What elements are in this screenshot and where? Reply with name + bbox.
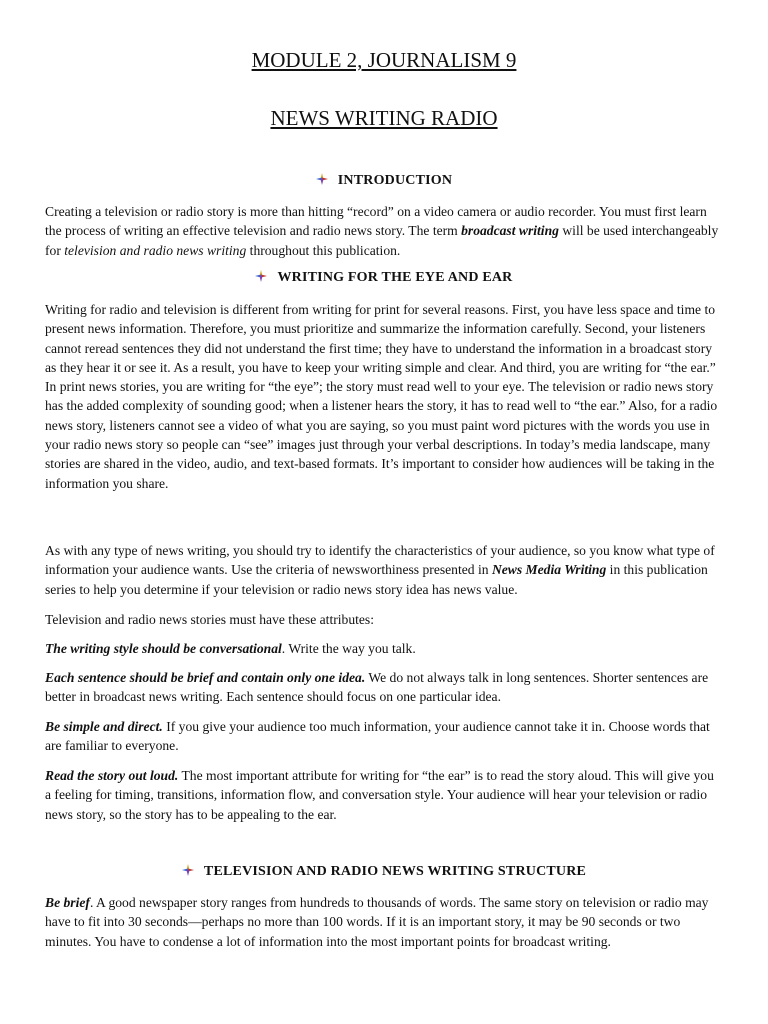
attribute-read-aloud: Read the story out loud. The most important attribute for writing for “the ear” is to read the story aloud. This will give you a feeling for timing, transitions, information flow, and conversation style. Your audience will hear your television or radio news story, so the story has to be appealing to the ear. (45, 768, 714, 822)
eye-ear-paragraph-1: Writing for radio and television is different from writing for print for several reasons. First, you have less space and time to present news information. Therefore, you must prioritize and summarize the information carefully. Second, your listeners cannot reread sentences they did not understand the first time; they have to understand the information in a broadcast story as they hear it or see it. As a result, you have to keep your writing simple and clear. And third, you are writing for “the ear.” In print news stories, you are writing for “the eye”; the story must read well to your eye. The television or radio news story has the added complexity of sounding good; when a listener hears the story, it has to read well to “the ear.” Also, for a radio news story, listeners cannot see a video of what you are saying, so you must paint word pictures with the words you use in your radio news story so people can “see” images just through your verbal descriptions. In today’s media landscape, many stories are shared in the video, audio, and text-based formats. It’s important to consider how audiences will be taking in the information you share. (45, 302, 718, 491)
section-heading-structure (0, 864, 768, 880)
module-title: MODULE 2, JOURNALISM 9 (251, 48, 517, 72)
intro-paragraph: Creating a television or radio story is more than hitting “record” on a video camera or audio recorder. You must first learn the process of writing an effective television and radio news story. The term broadcast writing will be used interchangeably for television and radio news writing throughout this publication. (45, 204, 719, 258)
attributes-intro: Television and radio news stories must have these attributes: (45, 612, 374, 627)
attribute-simple-direct: Be simple and direct. If you give your audience too much information, your audience cannot take it in. Choose words that are familiar to everyone. (45, 719, 710, 754)
bullet-icon (316, 173, 328, 185)
structure-paragraph: Be brief. A good newspaper story ranges from hundreds to thousands of words. The same story on television or radio may have to fit into 30 seconds—perhaps no more than 100 words. If it is an important story, it may be 90 seconds or two minutes. You have to condense a lot of information into the most important points for broadcast writing. (45, 895, 709, 949)
term-broadcast-writing: broadcast writing (461, 223, 559, 239)
bullet-icon (182, 864, 194, 876)
heading-label: INTRODUCTION (337, 173, 453, 188)
heading-label: TELEVISION AND RADIO NEWS WRITING STRUCTURE (203, 864, 587, 879)
attribute-conversational: The writing style should be conversational. Write the way you talk. (45, 641, 416, 656)
section-heading-eye-ear (0, 270, 768, 286)
eye-ear-paragraph-2: As with any type of news writing, you should try to identify the characteristics of your audience, so you know what type of information your audience wants. Use the criteria of newsworthiness presented in News Media Writing in this publication series to help you determine if your television or radio news story idea has news value. (45, 543, 715, 597)
heading-label: WRITING FOR THE EYE AND EAR (277, 270, 513, 285)
term-tv-radio-writing: television and radio news writing (64, 242, 247, 258)
ref-news-media-writing: News Media Writing (491, 562, 607, 578)
section-heading-introduction (0, 173, 768, 189)
subject-title: NEWS WRITING RADIO (270, 106, 498, 130)
attribute-brief-sentence: Each sentence should be brief and contain only one idea. We do not always talk in long sentences. Shorter sentences are better in broadcast news writing. Each sentence should focus on one particular idea. (45, 670, 709, 705)
bullet-icon (255, 270, 267, 282)
